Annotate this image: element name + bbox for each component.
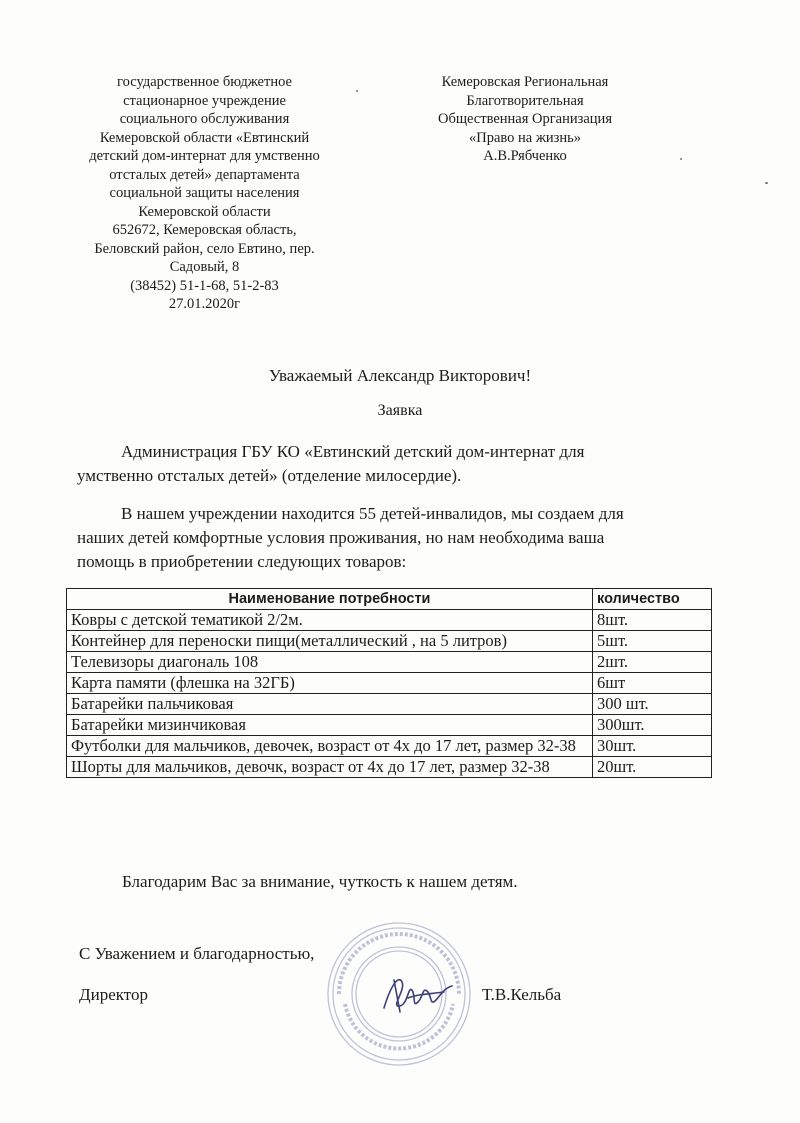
text-line: (38452) 51-1-68, 51-2-83 [130, 277, 279, 294]
text-line: «Право на жизнь» [469, 129, 581, 146]
text-line: 27.01.2020г [168, 296, 241, 312]
thanks-line: Благодарим Вас за внимание, чуткость к нашем детям. [122, 872, 518, 891]
director-label: Директор [79, 985, 148, 1004]
regards-line: С Уважением и благодарностью, [79, 944, 315, 963]
table-row [67, 715, 712, 736]
scan-speck [680, 158, 682, 160]
greeting: Уважаемый Александр Викторович! [268, 366, 532, 385]
need-name-cell: Контейнер для переноски пищи(металлический , на 5 литров) [67, 631, 593, 652]
quantity-cell: 300шт. [593, 715, 712, 736]
text-line: Садовый, 8 [169, 259, 240, 275]
text-line: помощь в приобретении следующих товаров: [77, 552, 407, 571]
text-line: В нашем учреждении находится 55 детей-инвалидов, мы создаем для [121, 504, 624, 523]
table-row [67, 610, 712, 631]
text-line: Кемеровской области [138, 203, 271, 220]
need-name-cell: Батарейки мизинчиковая [67, 715, 593, 736]
table-row [67, 736, 712, 757]
need-name-cell: Ковры с детской тематикой 2/2м. [67, 610, 593, 631]
director-signature [378, 968, 458, 1018]
recipient-block [400, 73, 650, 166]
quantity-cell: 6шт [593, 673, 712, 694]
text-line: А.В.Рябченко [483, 148, 567, 164]
quantity-cell: 30шт. [593, 736, 712, 757]
scan-speck [765, 182, 768, 184]
table-row [67, 673, 712, 694]
paragraph-administration [77, 440, 717, 488]
header-quantity: количество [593, 589, 712, 610]
need-name-cell: Шорты для мальчиков, девочк, возраст от 4х до 17 лет, размер 32-38 [67, 757, 593, 778]
text-line: 652672, Кемеровская область, [112, 222, 297, 238]
need-name-cell: Карта памяти (флешка на 32ГБ) [67, 673, 593, 694]
text-line: Администрация ГБУ КО «Евтинский детский дом-интернат для [121, 442, 585, 461]
table-row [67, 652, 712, 673]
text-line: социального обслуживания [119, 111, 290, 127]
needs-table [66, 588, 712, 778]
table-header-row [67, 589, 712, 610]
table-row [67, 694, 712, 715]
text-line: Кемеровская Региональная [441, 74, 609, 90]
document-title: Заявка [377, 402, 423, 419]
table-row [67, 757, 712, 778]
paragraph-request [77, 502, 717, 574]
table-row [67, 631, 712, 652]
director-name: Т.В.Кельба [482, 985, 562, 1004]
text-line: отсталых детей» департамента [109, 166, 300, 183]
quantity-cell: 8шт. [593, 610, 712, 631]
quantity-cell: 20шт. [593, 757, 712, 778]
quantity-cell: 2шт. [593, 652, 712, 673]
quantity-cell: 300 шт. [593, 694, 712, 715]
need-name-cell: Футболки для мальчиков, девочек, возраст от 4х до 17 лет, размер 32-38 [67, 736, 593, 757]
needs-table-body [67, 610, 712, 778]
text-line: Общественная Организация [437, 111, 612, 127]
sender-block [62, 73, 347, 314]
text-line: детский дом-интернат для умственно [89, 148, 320, 164]
text-line: стационарное учреждение [123, 92, 286, 109]
quantity-cell: 5шт. [593, 631, 712, 652]
header-need-name: Наименование потребности [67, 589, 593, 610]
text-line: Благотворительная [466, 92, 584, 109]
text-line: государственное бюджетное [117, 74, 292, 90]
text-line: умственно отсталых детей» (отделение милосердие). [77, 466, 462, 485]
text-line: Беловский район, село Евтино, пер. [94, 240, 315, 257]
scan-speck [356, 90, 358, 92]
need-name-cell: Телевизоры диагональ 108 [67, 652, 593, 673]
text-line: Кемеровской области «Евтинский [99, 129, 310, 146]
need-name-cell: Батарейки пальчиковая [67, 694, 593, 715]
text-line: наших детей комфортные условия проживания, но нам необходима ваша [77, 528, 605, 547]
text-line: социальной защиты населения [109, 185, 300, 201]
